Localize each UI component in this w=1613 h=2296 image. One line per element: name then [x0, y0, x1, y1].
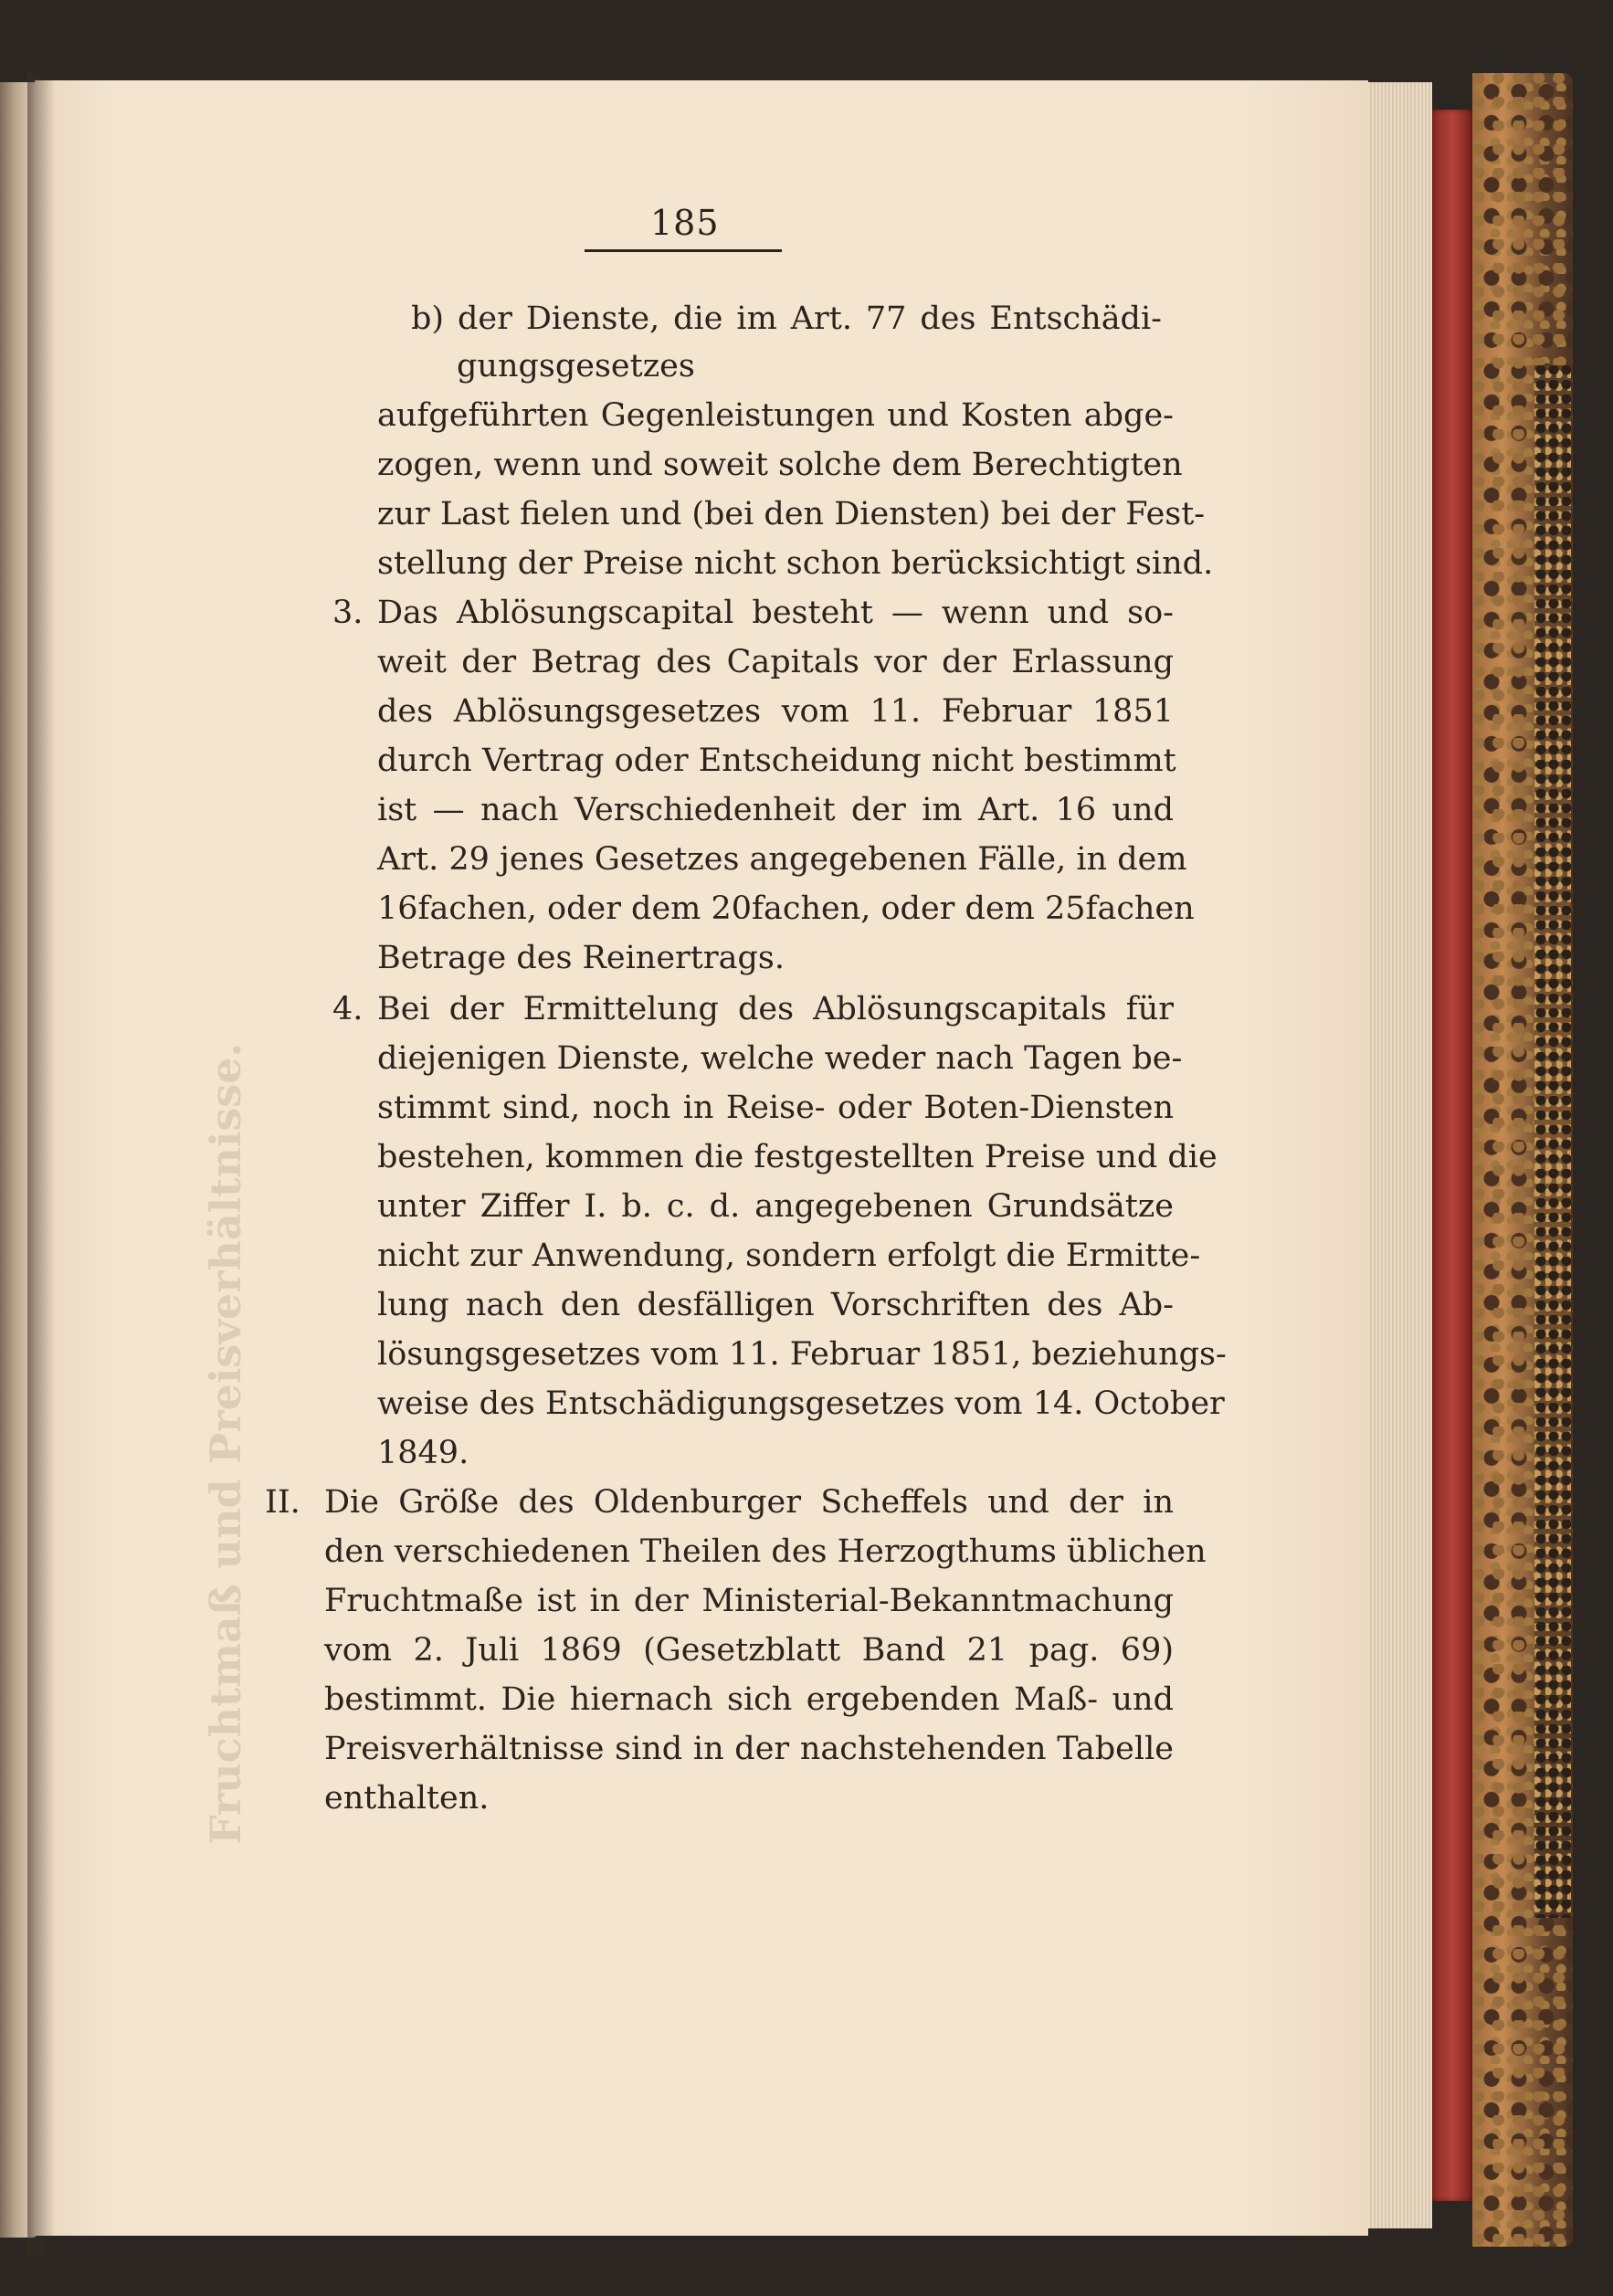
spine-shadow	[27, 73, 55, 2256]
text-line: stellung der Preise nicht schon berücksichtigt sind.	[377, 545, 1214, 582]
text-line: vom 2. Juli 1869 (Gesetzblatt Band 21 pag. 69)	[324, 1632, 1174, 1669]
text-line: Die Größe des Oldenburger Scheffels und der in	[324, 1484, 1174, 1521]
list-marker: 3.	[332, 595, 364, 631]
text-line: Bei der Ermittelung des Ablösungscapitals für	[377, 991, 1174, 1027]
text-line: weit der Betrag des Capitals vor der Erlassung	[377, 644, 1174, 680]
text-line: diejenigen Dienste, welche weder nach Tagen be-	[377, 1040, 1183, 1077]
text-line: Das Ablösungscapital besteht — wenn und so-	[377, 595, 1174, 631]
text-line: unter Ziffer I. b. c. d. angegebenen Grundsätze	[377, 1188, 1174, 1225]
text-line: zogen, wenn und soweit solche dem Berechtigten	[377, 447, 1183, 483]
text-line: Betrage des Reinertrags.	[377, 940, 785, 976]
text-line: bestehen, kommen die festgestellten Preise und die	[377, 1139, 1218, 1175]
text-line: enthalten.	[324, 1780, 490, 1817]
page-stack-edges	[1368, 82, 1432, 2228]
text-line: lösungsgesetzes vom 11. Februar 1851, beziehungs-	[377, 1336, 1227, 1373]
text-line: weise des Entschädigungsgesetzes vom 14. October	[377, 1385, 1225, 1422]
bleed-through-text: Fruchtmaß und Preisverhältnisse.	[201, 1042, 250, 1845]
text-line: 1849.	[377, 1435, 469, 1471]
text-line: stimmt sind, noch in Reise- oder Boten-Diensten	[377, 1090, 1174, 1126]
cover-marbling	[1534, 365, 1571, 1918]
section-marker: II.	[265, 1484, 300, 1521]
text-line: ist — nach Verschiedenheit der im Art. 16 und	[377, 792, 1174, 828]
text-line: den verschiedenen Theilen des Herzogthums üblichen	[324, 1533, 1207, 1570]
text-line: aufgeführten Gegenleistungen und Kosten abge-	[377, 397, 1174, 434]
text-line: Preisverhältnisse sind in der nachstehenden Tabelle	[324, 1731, 1174, 1767]
page-number: 185	[650, 203, 720, 243]
header-rule	[585, 249, 782, 252]
text-line: lung nach den desfälligen Vorschriften des Ab-	[377, 1287, 1174, 1323]
text-line: b) der Dienste, die im Art. 77 des Entschädi-	[411, 300, 1162, 337]
text-line: durch Vertrag oder Entscheidung nicht bestimmt	[377, 743, 1176, 779]
text-line: nicht zur Anwendung, sondern erfolgt die Ermitte-	[377, 1238, 1201, 1274]
text-line: zur Last fielen und (bei den Diensten) bei der Fest-	[377, 496, 1206, 532]
text-line: Fruchtmaße ist in der Ministerial-Bekanntmachung	[324, 1583, 1174, 1619]
text-line: des Ablösungsgesetzes vom 11. Februar 1851	[377, 693, 1174, 730]
list-marker: 4.	[332, 991, 364, 1027]
red-page-edge	[1432, 110, 1472, 2201]
text-line: 16fachen, oder dem 20fachen, oder dem 25fachen	[377, 890, 1195, 927]
text-line: gungsgesetzes	[457, 348, 695, 384]
text-line: bestimmt. Die hiernach sich ergebenden Maß- und	[324, 1681, 1174, 1718]
text-line: Art. 29 jenes Gesetzes angegebenen Fälle, in dem	[377, 841, 1187, 878]
